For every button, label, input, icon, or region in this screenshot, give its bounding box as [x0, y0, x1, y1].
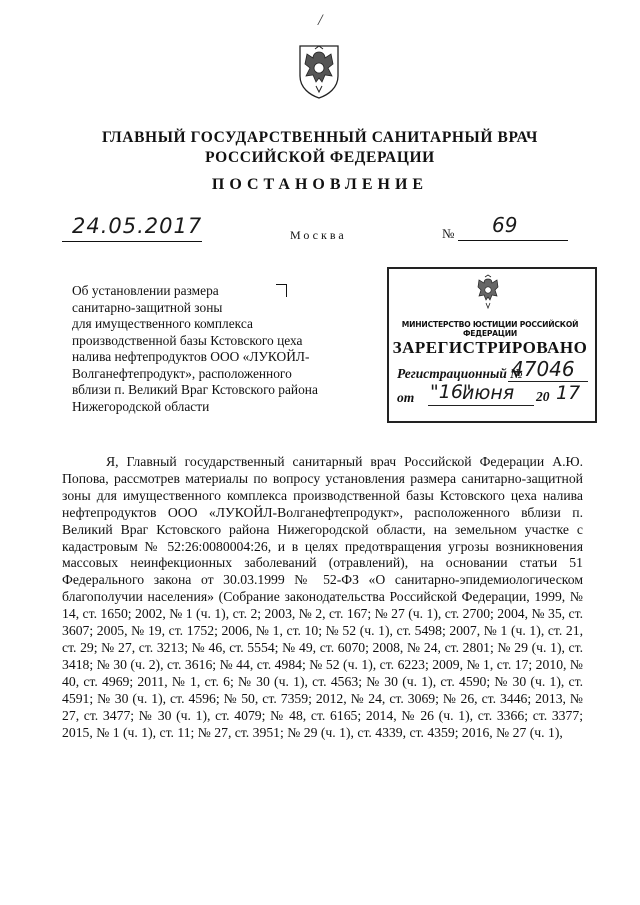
stamp-date-underline [428, 405, 534, 406]
stamp-year-prefix: 20 [536, 389, 550, 404]
city: Москва [290, 228, 347, 242]
stamp-day: "16" [430, 381, 472, 403]
body-paragraph: Я, Главный государственный санитарный врач Российской Федерации А.Ю. Попова, рассмотрев материалы по вопросу установления размера санитарно-защитной зоны для имущественного комплекса производственной базы Кстовского цеха налива нефтепродуктов ООО «ЛУКОЙЛ-Волганефтепродукт», расположенного вблизи п. Великий Враг Кстовского района Нижегородской области, на земельном участке с кадастровым № 52:26:0080004:26, и в целях предотвращения угрозы возникновения массовых неинфекционных заболеваний (отравлений), на основании статьи 51 Федерального закона от 30.03.1999 № 52-ФЗ «О санитарно-эпидемиологическом благополучии населения» (Собрание законодательства Российской Федерации, 1999, № 14, ст. 1650; 2002, № 1 (ч. 1), ст. 2; 2003, № 2, ст. 167; № 27 (ч. 1), ст. 2700; 2004, № 35, ст. 3607; 2005, № 19, ст. 1752; 2006, № 1, ст. 10; № 52 (ч. 1), ст. 5498; 2007, № 1 (ч. 1), ст. 21, ст. 29; № 27, ст. 3213; № 46, ст. 5554; № 49, ст. 6070; 2008, № 24, ст. 2801; № 29 (ч. 1), ст. 3418; № 30 (ч. 2), ст. 3616; № 44, ст. 4984; № 52 (ч. 1), ст. 6223; 2009, № 1, ст. 17; 2010, № 40, ст. 4969; 2011, № 1, ст. 6; № 30 (ч. 1), ст. 4563; № 30 (ч. 1), ст. 4590; № 30 (ч. 1), ст. 4591; № 30 (ч. 1), ст. 4596; № 50, ст. 7359; 2012, № 24, ст. 3069; № 26, ст. 3446; 2013, № 27, ст. 3477; № 30 (ч. 1), ст. 4079; № 48, ст. 6165; 2014, № 26 (ч. 1), ст. 3366; ст. 3377; 2015, № 1 (ч. 1), ст. 11; № 27, ст. 3951; № 29 (ч. 1), ст. 4339, ст. 4359; 2016, № 27 (ч. 1), [62, 454, 583, 740]
authority-line-2: РОССИЙСКОЙ ФЕДЕРАЦИИ [205, 149, 435, 166]
subject-line: вблизи п. Великий Враг Кстовского района [72, 382, 318, 397]
subject-line: Нижегородской области [72, 398, 210, 414]
coat-of-arms-icon [473, 274, 503, 312]
document-date: 24.05.2017 [72, 214, 203, 238]
russian-coat-of-arms-icon [296, 42, 342, 100]
subject-block [72, 283, 362, 415]
stamp-reg-number-label: Регистрационный № [397, 366, 523, 381]
subject-line: санитарно-защитной зоны [72, 299, 223, 315]
subject-line: для имущественного комплекса [72, 316, 253, 331]
subject-line: Волганефтепродукт», расположенного [72, 365, 292, 381]
date-underline [62, 241, 202, 242]
authority-line-1: ГЛАВНЫЙ ГОСУДАРСТВЕННЫЙ САНИТАРНЫЙ ВРАЧ [102, 129, 538, 146]
stamp-from-label: от [397, 390, 415, 405]
number-label: № [442, 226, 455, 241]
subject-line: Об установлении размера [72, 283, 219, 298]
stamp-month: июня [462, 382, 515, 404]
subject-line: производственной базы Кстовского цеха [72, 332, 303, 348]
subject-line: налива нефтепродуктов ООО «ЛУКОЙЛ- [72, 349, 310, 364]
document-type: ПОСТАНОВЛЕНИЕ [211, 176, 429, 193]
stamp-year: 17 [556, 382, 581, 404]
document-number: 69 [492, 213, 518, 237]
subject-corner-bracket [276, 284, 287, 297]
number-underline [458, 240, 568, 241]
margin-mark: / [318, 12, 323, 29]
stamp-registered: ЗАРЕГИСТРИРОВАНО [392, 338, 588, 357]
stamp-reg-number: 47046 [511, 357, 575, 381]
stamp-ministry: МИНИСТЕРСТВО ЮСТИЦИИ РОССИЙСКОЙ ФЕДЕРАЦИИ [401, 320, 579, 338]
issuing-authority [60, 128, 580, 168]
